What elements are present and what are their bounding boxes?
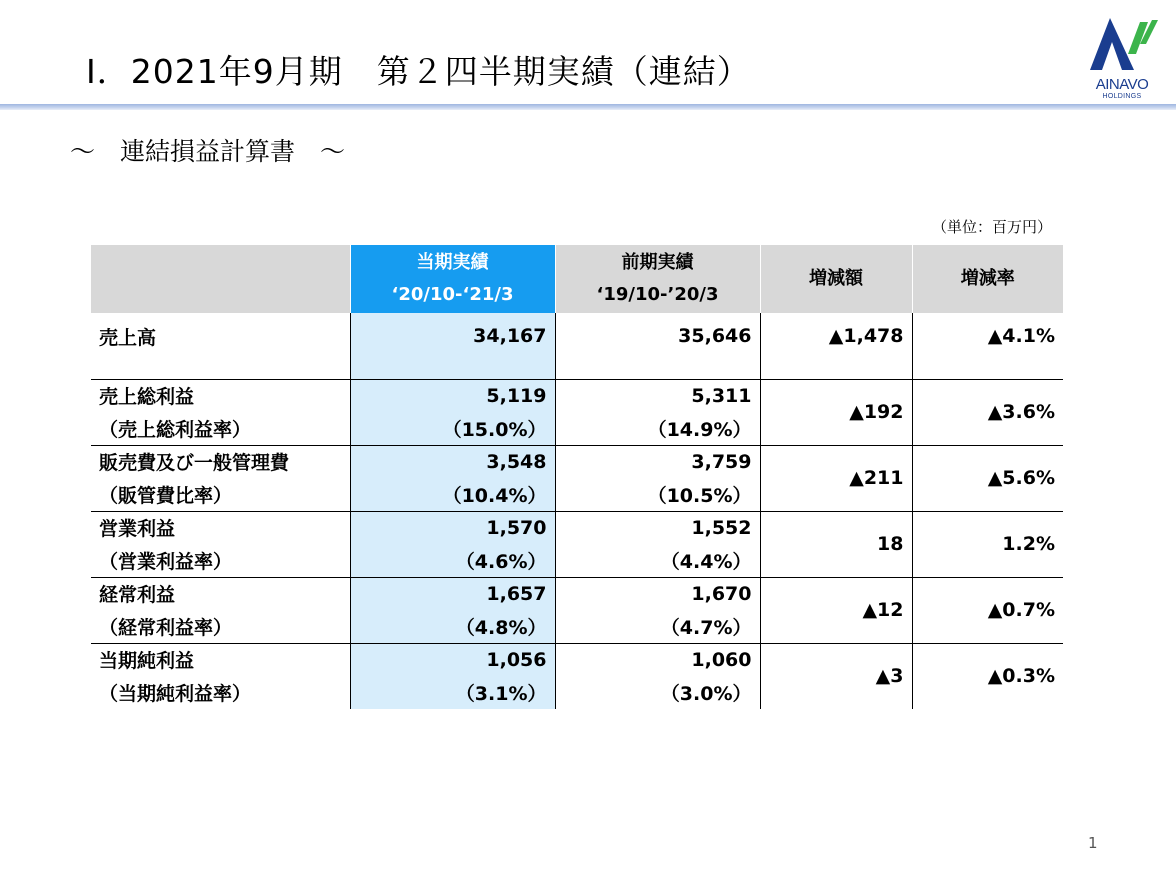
header-current-range: ‘20/10-‘21/3 [391, 284, 514, 305]
current-ratio: （4.8%） [350, 610, 555, 643]
current-value: 5,119 [350, 379, 555, 412]
current-value: 1,570 [350, 511, 555, 544]
row-sublabel: （当期純利益率） [99, 683, 252, 705]
change-rate-value: ▲5.6% [912, 445, 1063, 511]
current-value: 34,167 [350, 313, 555, 359]
row-label: 営業利益 [91, 511, 350, 544]
prior-ratio: （14.9%） [555, 412, 760, 445]
change-rate-value: 1.2% [912, 511, 1063, 577]
prior-ratio: （4.4%） [555, 544, 760, 577]
change-value: ▲12 [760, 577, 912, 643]
header-item [91, 245, 350, 313]
header-current-period [350, 245, 555, 313]
current-ratio: （3.1%） [350, 676, 555, 709]
row-sublabel: （売上総利益率） [99, 418, 252, 441]
spacer-row [91, 359, 1063, 379]
header-prior-period [555, 245, 760, 313]
current-value: 1,657 [350, 577, 555, 610]
current-value: 3,548 [350, 445, 555, 478]
prior-ratio: （10.5%） [555, 478, 760, 511]
prior-value: 3,759 [555, 445, 760, 478]
current-ratio: （10.4%） [350, 478, 555, 511]
unit-note: （単位：百万円） [931, 218, 1052, 236]
change-rate-value: ▲0.3% [912, 643, 1063, 709]
header-change: 増減額 [760, 245, 912, 313]
change-value: ▲3 [760, 643, 912, 709]
change-value: ▲192 [760, 379, 912, 445]
header-prior-range: ‘19/10-’20/3 [596, 284, 719, 305]
row-sublabel: （経常利益率） [99, 616, 233, 639]
table-row [91, 313, 1063, 359]
prior-value: 1,552 [555, 511, 760, 544]
table-row [91, 379, 1063, 412]
header-prior-title: 前期実績 [621, 252, 694, 273]
company-logo [1082, 14, 1162, 102]
income-statement-table [91, 245, 1063, 709]
page-number: 1 [1088, 834, 1098, 852]
row-sublabel: （営業利益率） [99, 550, 233, 573]
header-divider [0, 104, 1176, 110]
change-rate-value: ▲4.1% [987, 325, 1055, 347]
change-value: 18 [760, 511, 912, 577]
slide-title: Ⅰ．2021年9月期 第２四半期実績（連結） [86, 52, 751, 91]
table-row [91, 511, 1063, 544]
row-label: 販売費及び一般管理費 [91, 445, 350, 478]
header-current-title: 当期実績 [416, 252, 489, 273]
change-rate-value: ▲3.6% [912, 379, 1063, 445]
prior-ratio: （3.0%） [555, 676, 760, 709]
logo-sub: HOLDINGS [1102, 93, 1142, 100]
prior-value: 35,646 [555, 313, 760, 359]
change-value: ▲1,478 [760, 313, 912, 359]
prior-value: 5,311 [555, 379, 760, 412]
logo-name: AINAVO [1095, 76, 1149, 93]
table-header-row [91, 245, 1063, 313]
row-label: 経常利益 [91, 577, 350, 610]
table-row [91, 445, 1063, 478]
current-value: 1,056 [350, 643, 555, 676]
prior-value: 1,670 [555, 577, 760, 610]
row-label: 当期純利益 [91, 643, 350, 676]
prior-value: 1,060 [555, 643, 760, 676]
current-ratio: （15.0%） [350, 412, 555, 445]
change-value: ▲211 [760, 445, 912, 511]
logo-mark-icon [1082, 14, 1162, 76]
row-sublabel: （販管費比率） [99, 484, 233, 507]
section-subtitle: ～ 連結損益計算書 ～ [70, 137, 346, 166]
table-row [91, 577, 1063, 610]
table-row [91, 643, 1063, 676]
change-rate-value: ▲0.7% [912, 577, 1063, 643]
current-ratio: （4.6%） [350, 544, 555, 577]
row-label: 売上高 [99, 326, 157, 349]
prior-ratio: （4.7%） [555, 610, 760, 643]
row-label: 売上総利益 [91, 379, 350, 412]
header-change-rate: 増減率 [912, 245, 1063, 313]
